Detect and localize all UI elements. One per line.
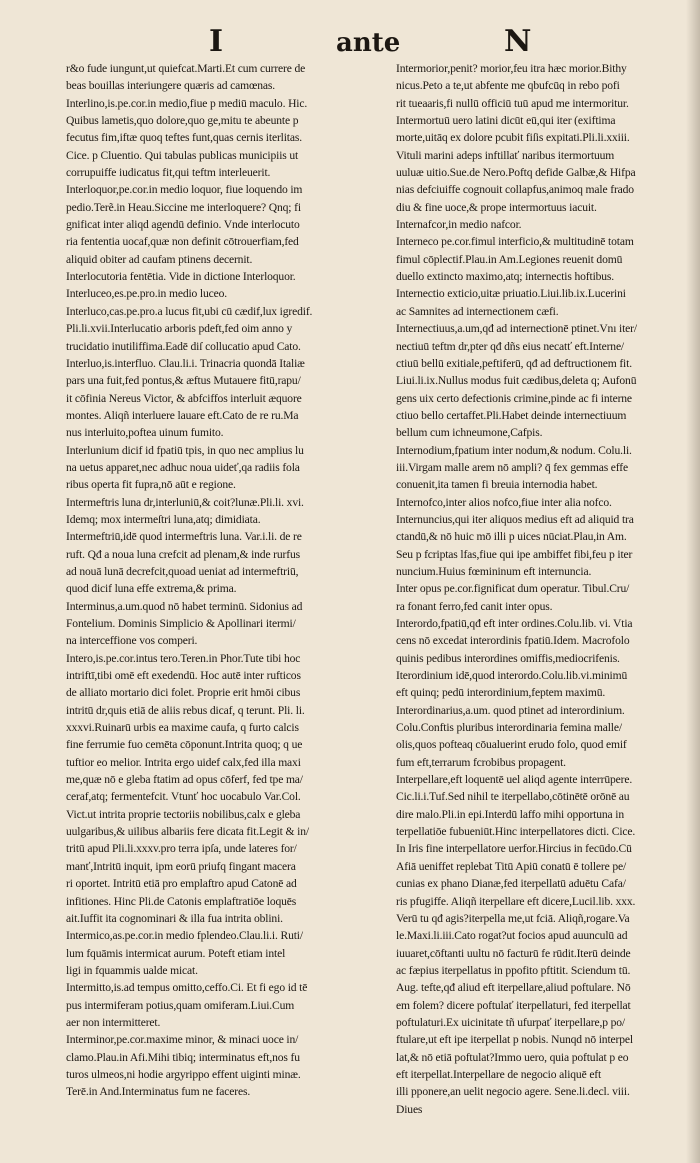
text-line: bellum cum ichneumone,Cafpis. <box>396 426 543 440</box>
text-line: ribus operta fit fupra,nō aūt e regione. <box>66 478 236 492</box>
text-line: intriftī,tibi omē eft exedendū. Hoc autē inter rufticos <box>66 669 301 683</box>
text-line: iii.Virgam malle arem nō ampli? q̄ fex gemmas effe <box>396 460 629 474</box>
text-line: manť,Intritū inquit, ipm eorū priufq fingant macera <box>66 859 296 873</box>
text-line: Cice. p Cluentio. Qui tabulas publicas municipiis ut <box>66 148 299 162</box>
text-line: nias defciuiffe cognouit collapfus,animoq male frado <box>396 183 634 197</box>
text-line: fine ferrumie fuo cemēta cōponunt.Intrita quoq; q ue <box>66 738 303 752</box>
text-line: na uetus apparet,nec adhuc noua uideť,qa radiis fola <box>66 460 300 474</box>
text-line: Liui.li.ix.Nullus modus fuit cædibus,deleta q; Aufonū <box>396 374 637 388</box>
text-line: lum fquāmis intermicat aurum. Poteft etiam intel <box>66 946 286 960</box>
text-line: tritū apud Pli.li.xxxv.pro terra ipſa, unde lateres for/ <box>66 842 297 856</box>
text-line: ceraf,atq; fermentefcit. Vtunť hoc uocabulo Var.Col. <box>66 790 301 804</box>
text-line: ait.Iuffit ita cognominari & illa fua intrita oblini. <box>66 911 283 925</box>
text-line: Interminor,pe.cor.maxime minor, & minaci uoce in/ <box>66 1033 299 1047</box>
text-line: Intermorior,penit? morior,feu itra hæc morior.Bithy <box>396 62 627 75</box>
text-line: aliquid obiter ad caufam ptinens decernit. <box>66 252 253 266</box>
text-line: eft quinq; pedū interordinium,feptem maximū. <box>396 686 606 700</box>
text-line: Interluco,cas.pe.pro.a lucus fit,ubi cū cædif,lux igredif. <box>66 304 313 318</box>
text-line: Interordo,fpatiū,qđ eft inter ordines.Colu.lib. vi. Vtia <box>396 617 633 630</box>
text-line: Seu p fcriptas lfas,fiue qui ipe ambiffet fibi,feu p iter <box>396 547 633 561</box>
running-header <box>0 24 700 64</box>
text-line: fimul cōplectif.Plau.in Am.Legiones reuenit domū <box>396 252 623 266</box>
text-line: ligi in fquammis ualde micat. <box>66 963 198 977</box>
text-line: Intermico,as.pe.cor.in medio fplendeo.Clau.li.i. Ruti/ <box>66 929 303 943</box>
text-line: Vict.ut intrita proprie tectoriis nobilibus,calx e gleba <box>66 807 301 821</box>
text-line: Aug. tefte,qđ aliud eft iterpellare,aliud poftulare. Nō <box>396 981 631 995</box>
text-line: eft iterpellat.Interpellare de negocio aliquē eft <box>396 1067 602 1081</box>
text-line: Cic.li.i.Tuf.Sed nihil te iterpellabo,cōtinētē orōnē au <box>396 790 630 804</box>
text-line: xxxvi.Ruinarū urbis ea maxime caufa, q furto calcis <box>66 721 299 735</box>
text-line: morte,uitāq ex dolore pcubit fiſis expitati.Pli.li.xxiii. <box>396 131 630 145</box>
text-line: ris pfugiffe. Aliqñ iterpellare eft dicere,Lucil.lib. xxx. <box>396 894 636 908</box>
text-line: Inter opus pe.cor.fignificat dum operatur. Tibul.Cru/ <box>396 582 630 596</box>
text-line: dire malo.Pli.in epi.Interdū laffo mihi opportuna in <box>396 807 625 821</box>
text-line: uuluæ uitio.Sue.de Nero.Poftq defide Galbæ,& Hifpa <box>396 166 636 180</box>
text-line: Intermeftris luna dr,interluniū,& coit?lunæ.Pli.li. xvi. <box>66 495 304 509</box>
text-line: uulgaribus,& uilibus albariis fere dicata fit.Legit & in/ <box>66 825 309 839</box>
text-line: de alliato mortario dici folet. Proprie erit hmōi cibus <box>66 686 301 700</box>
text-line: olis,quos pofteaq cōualuerint erudo folo, quod emif <box>396 738 627 752</box>
text-line: Pli.li.xvii.Interlucatio arboris pdeft,fed oim anno y <box>66 322 293 336</box>
text-line: ctandū,& nō huic mō illi p uices nūciat.Plau,in Am. <box>396 530 627 544</box>
text-line: ctiuo bello certaffet.Pli.Habet deinde internectiuum <box>396 408 627 422</box>
text-line: pus intermiferam potius,quam omiferam.Liui.Cum <box>66 998 295 1012</box>
text-line: clamo.Plau.in Afi.Mihi tibiq; interminatus eft,nos fu <box>66 1050 300 1064</box>
text-line: ftulare,ut eft ipe iterpellat p nobis. Nunqd nō interpel <box>396 1033 633 1047</box>
text-line: Idemq; mox intermeſtri luna,atq; dimidiata. <box>66 512 261 526</box>
text-line: Interlunium dicif id fpatiū tpis, in quo nec amplius lu <box>66 443 304 457</box>
text-line: Internectiuus,a.um,qđ ad internectionē ptinet.Vnı iter/ <box>396 322 637 336</box>
text-line: illi pponere,an uelit negocio agere. Sene.li.decl. viii. <box>396 1085 630 1099</box>
text-line: cens nō excedat interordinis fpatiū.Idem. Macrofolo <box>396 634 630 648</box>
text-line: gnificat inter aliqd agendū definio. Vnde interlocuto <box>66 218 300 232</box>
text-line: ac Samnites ad internectionem cæfi. <box>396 304 559 318</box>
text-line: aer non intermitteret. <box>66 1015 161 1029</box>
text-line: intritū dr,quis etiā de aliis rebus dicaf, q terunt. Pli. li. <box>66 703 305 717</box>
text-line: Internodium,fpatium inter nodum,& nodum. Colu.li. <box>396 443 632 457</box>
text-line: Interluceo,es.pe.pro.in medio luceo. <box>66 287 228 301</box>
header-letter-left: I <box>209 24 223 59</box>
header-letter-right: N <box>504 24 532 59</box>
text-line: infitiones. Hinc Pli.de Catonis emplaftratiōe loquēs <box>66 894 297 908</box>
text-line: Interpellare,eft loquentē uel aliqd agente interrūpere. <box>396 773 633 787</box>
text-line: tuftior eo melior. Intrita ergo uidef calx,fed illa maxi <box>66 755 301 769</box>
text-line: conuenit,ita tamen fi breuia internodia habet. <box>396 478 598 492</box>
text-line: Diues <box>396 1102 423 1116</box>
text-line: Intermitto,is.ad tempus omitto,ceffo.Ci. Et fi ego id tē <box>66 981 308 995</box>
text-line: fum eft,terrarum fcrobibus propagent. <box>396 755 566 769</box>
text-line: gens uix certo defectionis crimine,pinde ac fi interne <box>396 391 632 405</box>
text-line: fecutus fim,iftæ quoq teftes funt,quas cernis iterlitas. <box>66 131 302 145</box>
left-column <box>66 60 390 1101</box>
text-line: Fontelium. Dominis Simplicio & Apollinari itermi/ <box>66 617 296 630</box>
text-line: ria fententia uocaf,quæ non definit cōtrouerfiam,fed <box>66 235 299 249</box>
text-line: Interloquor,pe.cor.in medio loquor, fiue loquendo im <box>66 183 303 197</box>
text-line: Intermortuū uero latini dicūt eū,qui iter (exiftima <box>396 114 616 128</box>
text-line: Interminus,a.um.quod nō habet terminū. Sidonius ad <box>66 599 303 613</box>
text-line: duello extincto maximo,atq; internectis hoftibus. <box>396 270 615 284</box>
text-line: poftulaturi.Ex uicinitate tñ ufurpať iterpellare,p po/ <box>396 1015 625 1029</box>
text-line: Intermeftriū,idē quod intermeftris luna. Var.i.li. de re <box>66 530 302 544</box>
text-line: Colu.Conftis pluribus interordinaria femina malle/ <box>396 721 622 735</box>
text-line: Internuncius,qui iter aliquos medius eft ad aliquid tra <box>396 512 634 526</box>
text-line: Iterordinium idē,quod interordo.Colu.lib.vi.minimū <box>396 669 628 683</box>
right-column <box>396 60 686 1118</box>
text-line: Intero,is.pe.cor.intus tero.Teren.in Phor.Tute tibi hoc <box>66 651 301 665</box>
text-line: iuuaret,cōftanti uultu nō facturū fe rūdit.Iterū deinde <box>396 946 631 960</box>
text-line: me,quæ nō e gleba ftatim ad opus cōferf, fed tpe ma/ <box>66 773 303 787</box>
text-line: turos ulmeos,ni hodie argyrippo effent uiginti minæ. <box>66 1067 301 1081</box>
text-line: montes. Aliqñ interluere lauare eft.Cato de re ru.Ma <box>66 408 299 422</box>
text-line: trucidatio inutiliffima.Eadē diſ collucatio apud Cato. <box>66 339 301 353</box>
text-line: nus interluito,poftea uinum fumito. <box>66 426 224 440</box>
text-line: Interneco pe.cor.fimul interficio,& multitudinē totam <box>396 235 634 249</box>
text-line: diu & fine uoce,& prope intermortuus iacuit. <box>396 200 597 214</box>
text-line: beas bouillas interiungere quæris ad camœnas. <box>66 79 275 93</box>
text-line: Internafcor,in medio nafcor. <box>396 218 522 232</box>
text-line: ac fæpius iterpellatus in ppofito pftitit. Sciendum tū. <box>396 963 631 977</box>
text-line: Internofco,inter alios nofco,fiue inter alia nofco. <box>396 495 612 509</box>
text-line: na interceffione vos comperi. <box>66 634 198 648</box>
header-word: ante <box>336 28 401 58</box>
text-line: terpellatiōe fubueniūt.Hinc interpellatores dicti. Cice. <box>396 825 636 839</box>
text-line: em folem? dicere poftulať iterpellaturi, fed iterpellat <box>396 998 631 1012</box>
text-line: ad nouā lunā decrefcit,quoad ueniat ad intermeftriū, <box>66 564 299 578</box>
text-line: it cōfinia Nereus Victor, & abfciffos interluit æquore <box>66 391 302 405</box>
text-line: nuncium.Huius fœmininum eft internuncia. <box>396 564 592 578</box>
text-line: Interluo,is.interfluo. Clau.li.i. Trinacria quondā Italiæ <box>66 356 305 370</box>
text-line: pedio.Terẽ.in Heau.Siccine me interloquere? Qnq; fi <box>66 200 301 214</box>
text-line: Terē.in And.Interminatus fum ne faceres. <box>66 1085 251 1099</box>
text-line: Afiā ueniffet replebat Titū Apiū conatū ē tollere pe/ <box>396 859 627 873</box>
text-line: ctiuū bellū exitiale,peftiferū, qđ ad deftructionem fit. <box>396 356 632 370</box>
text-line: ri oportet. Intritū etiā pro emplaftro apud Catonē ad <box>66 877 297 891</box>
text-line: ra fonant ferro,fed canit inter opus. <box>396 599 553 613</box>
text-line: corrupuiffe iudicatus fit,qui teftm interleuerit. <box>66 166 271 180</box>
text-line: pars una fuit,fed pontus,& æftus Mutauere fitū,rapu/ <box>66 374 301 388</box>
text-line: quod dicif luna effe extrema,& prima. <box>66 582 237 596</box>
text-line: Internectio exticio,uitæ priuatio.Liui.lib.ix.Lucerini <box>396 287 626 301</box>
text-line: Verū tu qđ agis?iterpella me,ut fciā. Aliqñ,rogare.Va <box>396 911 630 925</box>
text-line: Vituli marini adeps inftillať naribus itermortuum <box>396 148 615 162</box>
text-line: lat,& nō etiā poftulat?Immo uero, quia poftulat p eo <box>396 1050 629 1064</box>
text-line: Interlino,is.pe.cor.in medio,fiue p mediū maculo. Hic. <box>66 96 308 110</box>
text-line: In Iris fine interpellatore uerfor.Hircius in fecūdo.Cū <box>396 842 632 856</box>
text-line: Interlocutoria fentētia. Vide in dictione Interloquor. <box>66 270 296 284</box>
text-line: cunias ex phano Dianæ,fed iterpellatū aduētu Cafa/ <box>396 877 626 891</box>
text-line: Interordinarius,a.um. quod ptinet ad interordinium. <box>396 703 625 717</box>
text-line: nectiuū teftm dr,pter qđ dñs eius necatť eft.Interne/ <box>396 339 625 353</box>
text-line: rit tueaaris,fi nullū officiū tuū apud me intermoritur. <box>396 96 629 110</box>
text-line: Quibus lametis,quo dolore,quo ge,mitu te abeunte p <box>66 114 299 128</box>
text-line: le.Maxi.li.iii.Cato rogat?ut focios apud auunculū ad <box>396 929 628 943</box>
text-line: nicus.Peto a te,ut abfente me qbufcūq in rebo pofi <box>396 79 620 93</box>
text-line: r&o fude iungunt,ut quiefcat.Marti.Et cum currere de <box>66 62 306 75</box>
text-line: ruft. Qđ a noua luna crefcit ad plenam,& inde rurfus <box>66 547 300 561</box>
text-line: quinis pedibus interordines omiffis,mediocrifenis. <box>396 651 620 665</box>
page-edge-shadow <box>686 0 700 1163</box>
